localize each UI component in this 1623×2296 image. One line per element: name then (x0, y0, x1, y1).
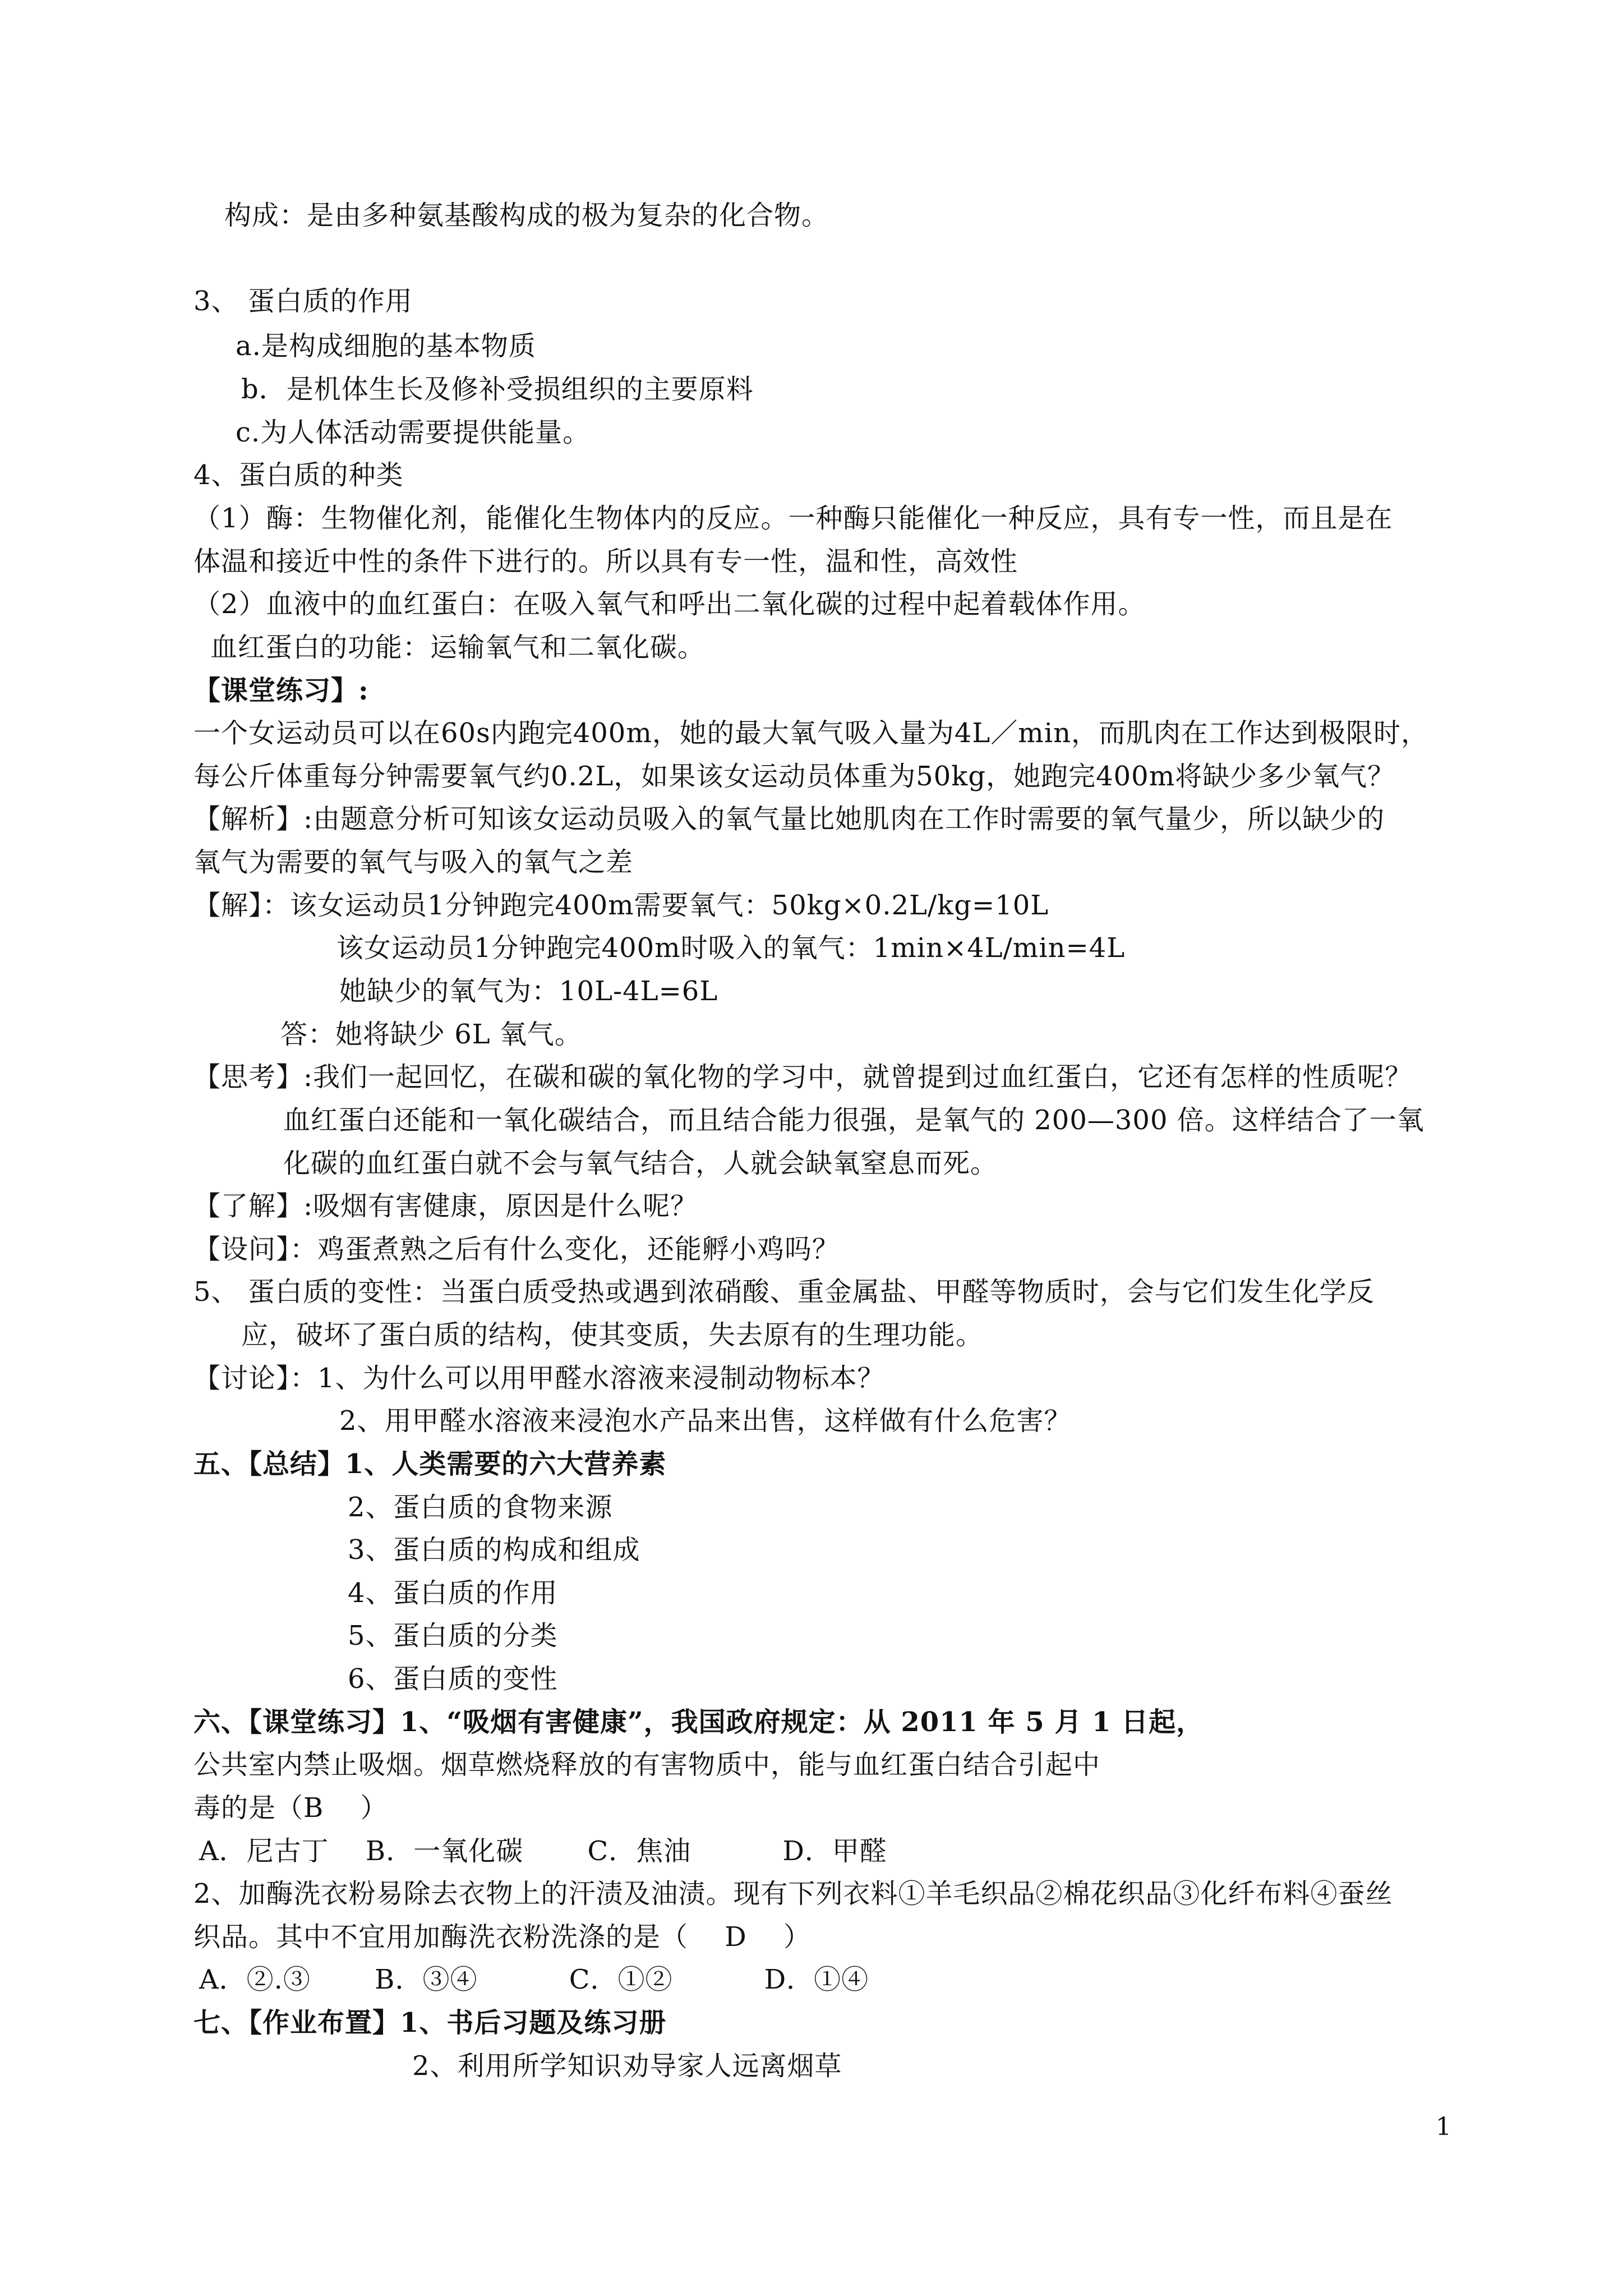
exercise-heading: 六、【课堂练习】1、“吸烟有害健康”，我国政府规定：从 2011 年 5 月 1 日起， (193, 1706, 1204, 1738)
text-line: 氧气为需要的氧气与吸入的氧气之差 (193, 846, 634, 878)
text-line: 化碳的血红蛋白就不会与氧气结合，人就会缺氧窒息而死。 (283, 1148, 998, 1179)
homework-heading: 七、【作业布置】1、书后习题及练习册 (193, 2007, 667, 2039)
answer-options: A．②.③ B．③④ C．①② D．①④ (199, 1964, 869, 1995)
section-heading: 4、蛋白质的种类 (193, 459, 404, 491)
text-line: 【解析】:由题意分析可知该女运动员吸入的氧气量比她肌肉在工作时需要的氧气量少，所以缺少的 (193, 803, 1385, 835)
text-line: 【解】：该女运动员1分钟跑完400m需要氧气：50kg×0.2L/kg=10L (193, 890, 1049, 921)
page-number: 1 (1436, 2113, 1451, 2141)
list-item: 2、利用所学知识劝导家人远离烟草 (412, 2050, 842, 2082)
text-line: （2）血液中的血红蛋白：在吸入氧气和呼出二氧化碳的过程中起着载体作用。 (193, 588, 1146, 620)
text-line: 【思考】:我们一起回忆，在碳和碳的氧化物的学习中，就曾提到过血红蛋白，它还有怎样的性质呢？ (193, 1061, 1413, 1093)
text-line: 体温和接近中性的条件下进行的。所以具有专一性，温和性，高效性 (193, 546, 1018, 577)
text-line: 【设问】：鸡蛋煮熟之后有什么变化，还能孵小鸡吗？ (193, 1234, 840, 1265)
text-line: 5、 蛋白质的变性：当蛋白质受热或遇到浓硝酸、重金属盐、甲醛等物质时，会与它们发生化学反 (193, 1276, 1375, 1308)
list-item: 5、蛋白质的分类 (348, 1620, 558, 1651)
list-item: 6、蛋白质的变性 (348, 1663, 558, 1695)
list-item: b．是机体生长及修补受损组织的主要原料 (241, 374, 754, 405)
text-line: 【讨论】：1、为什么可以用甲醛水溶液来浸制动物标本？ (193, 1363, 885, 1394)
text-line: 每公斤体重每分钟需要氧气约0.2L，如果该女运动员体重为50kg，她跑完400m将缺少多少氧气？ (193, 761, 1395, 792)
text-line: 应，破坏了蛋白质的结构，使其变质，失去原有的生理功能。 (241, 1319, 984, 1351)
text-line: 2、用甲醛水溶液来浸泡水产品来出售，这样做有什么危害？ (339, 1405, 1072, 1437)
list-item: c.为人体活动需要提供能量。 (236, 417, 591, 448)
answer-options: A．尼古丁 B．一氧化碳 C．焦油 D．甲醛 (199, 1835, 887, 1867)
list-item: 3、蛋白质的构成和组成 (348, 1534, 640, 1566)
text-line: 血红蛋白还能和一氧化碳结合，而且结合能力很强，是氧气的 200—300 倍。这样结合了一氧 (283, 1105, 1424, 1136)
text-line: 该女运动员1分钟跑完400m时吸入的氧气：1min×4L/min=4L (336, 932, 1126, 964)
list-item: a.是构成细胞的基本物质 (236, 330, 536, 362)
text-line: 血红蛋白的功能：运输氧气和二氧化碳。 (210, 632, 706, 663)
text-line: 毒的是（B ） (193, 1792, 388, 1824)
section-heading: 3、 蛋白质的作用 (193, 286, 413, 317)
text-line: 2、加酶洗衣粉易除去衣物上的汗渍及油渍。现有下列衣料①羊毛织品②棉花织品③化纤布料④蚕丝 (193, 1878, 1393, 1910)
text-line: 【了解】:吸烟有害健康，原因是什么呢？ (193, 1190, 698, 1222)
summary-heading: 五、【总结】1、人类需要的六大营养素 (193, 1448, 667, 1480)
text-line: 构成：是由多种氨基酸构成的极为复杂的化合物。 (224, 200, 829, 231)
exercise-heading: 【课堂练习】: (193, 675, 369, 706)
text-line: 织品。其中不宜用加酶洗衣粉洗涤的是（ D ） (193, 1921, 811, 1953)
list-item: 2、蛋白质的食物来源 (348, 1492, 613, 1523)
text-line: 答：她将缺少 6L 氧气。 (280, 1019, 582, 1050)
list-item: 4、蛋白质的作用 (348, 1577, 558, 1609)
text-line: （1）酶：生物催化剂，能催化生物体内的反应。一种酶只能催化一种反应，具有专一性，而且是在 (193, 503, 1393, 534)
text-line: 一个女运动员可以在60s内跑完400m，她的最大氧气吸入量为4L／min，而肌肉在工作达到极限时， (193, 717, 1429, 749)
text-line: 公共室内禁止吸烟。烟草燃烧释放的有害物质中，能与血红蛋白结合引起中 (193, 1749, 1101, 1780)
text-line: 她缺少的氧气为：10L-4L=6L (339, 976, 718, 1007)
